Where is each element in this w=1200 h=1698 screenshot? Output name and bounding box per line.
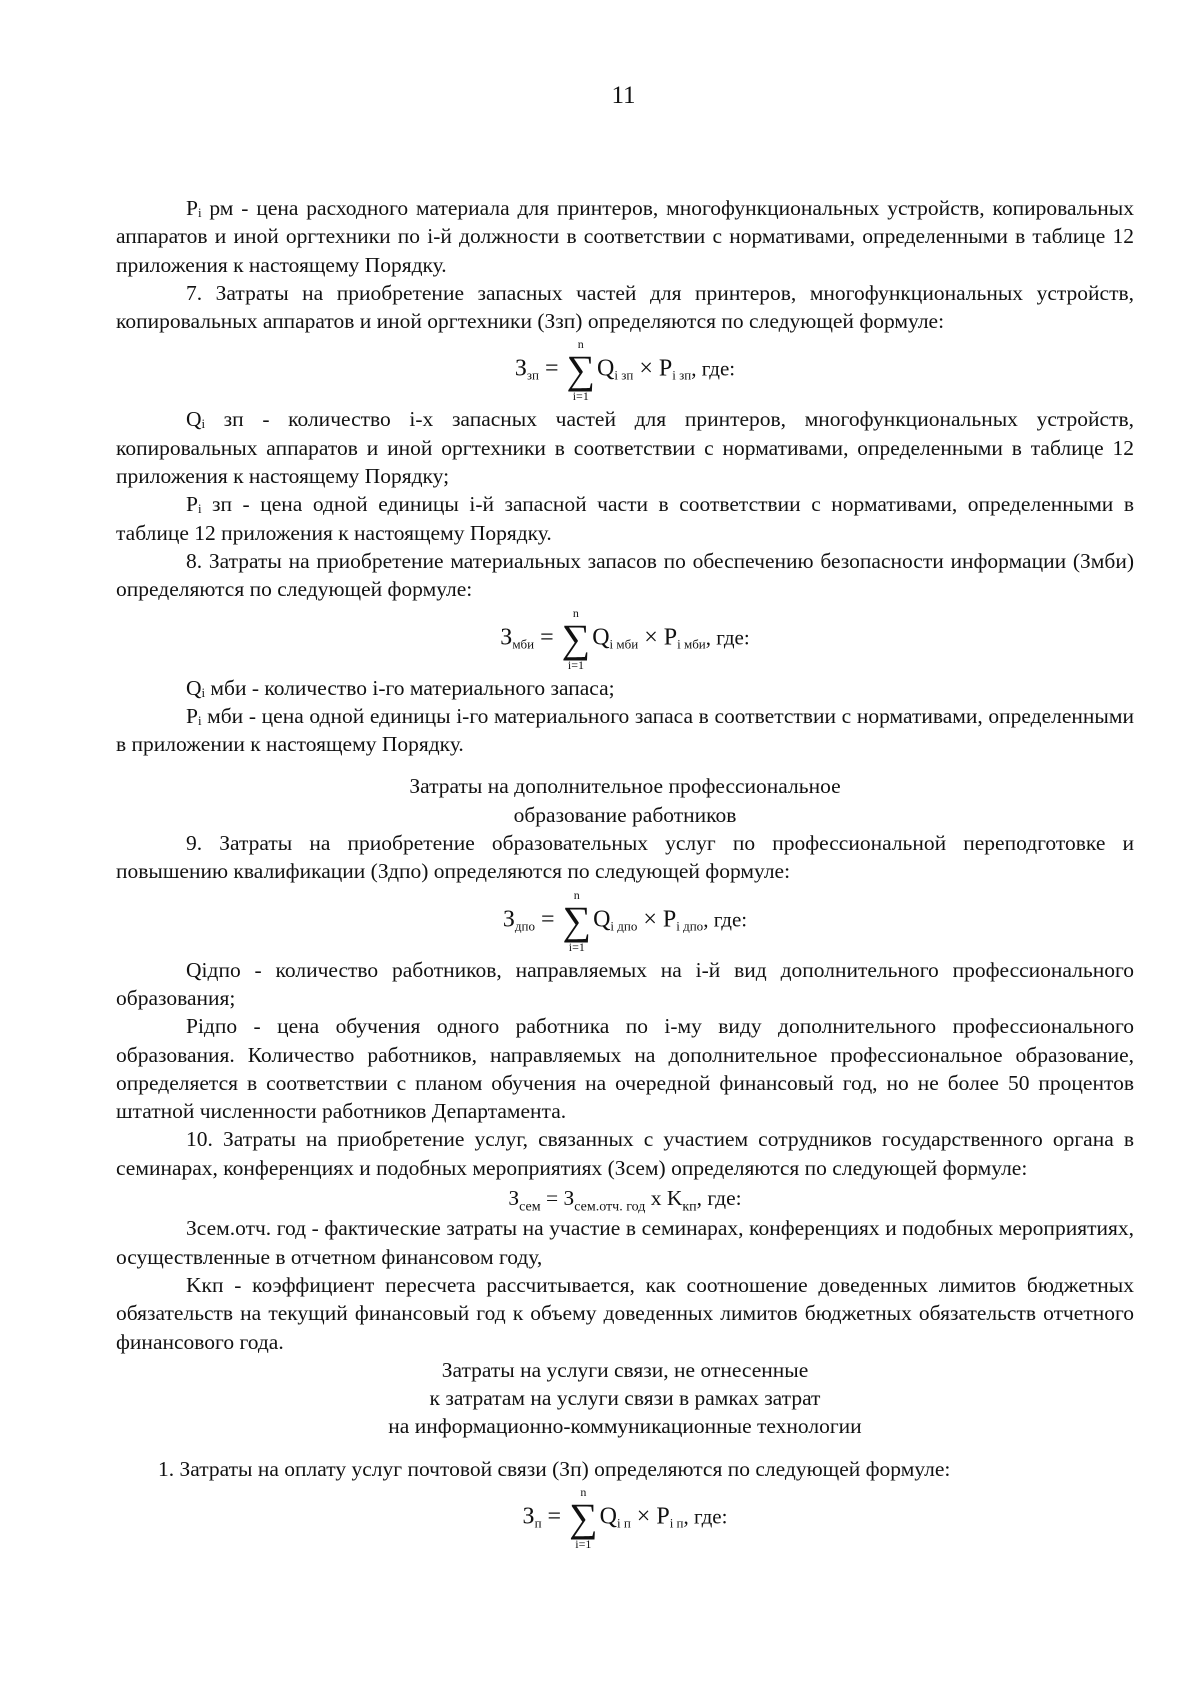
paragraph-8: 8. Затраты на приобретение материальных запасов по обеспечению безопасности информации (Змби) определяются по следующей формуле: bbox=[116, 548, 1134, 602]
formula-expression: $З_{мби}$ = n ∑ i=1 $Q_{i мби} \times P_{i мби}$, где: bbox=[500, 605, 750, 672]
section-heading-2-line-1: Затраты на услуги связи, не отнесенные bbox=[441, 1357, 809, 1382]
paragraph-q-zp: Qᵢ зп - количество i-х запасных частей для принтеров, многофункциональных устройств, копировальных аппаратов и иной оргтехники в соответствии с нормативами, определенными в таблице 12 приложения к настоящему Порядку; bbox=[116, 407, 1134, 489]
paragraph-p-dpo: Piдпо - цена обучения одного работника по i-му виду дополнительного профессионального образования. Количество работников, направляемых на дополнительное профессиональное образование, определяется в соответствии с планом обучения на очередной финансовый год, но не более 50 процентов штатной численности работников Департамента. bbox=[116, 1014, 1134, 1124]
formula-zp bbox=[116, 335, 1134, 405]
page-number: 11 bbox=[611, 82, 636, 109]
formula-expression: $З_{зп}$ = n ∑ i=1 $Q_{i зп} \times P_{i зп}$, где: bbox=[514, 337, 736, 404]
formula-postal bbox=[116, 1483, 1134, 1553]
paragraph-9: 9. Затраты на приобретение образовательных услуг по профессиональной переподготовке и повышению квалификации (Здпо) определяются по следующей формуле: bbox=[116, 831, 1134, 884]
sum-operator: n ∑ i=1 bbox=[561, 605, 591, 672]
section-heading-line-1: Затраты на дополнительное профессиональное bbox=[409, 774, 841, 799]
sum-operator: n ∑ i=1 bbox=[569, 1484, 598, 1551]
formula-dpo bbox=[116, 886, 1134, 956]
paragraph-10: 10. Затраты на приобретение услуг, связанных с участием сотрудников государственного органа в семинарах, конференциях и подобных мероприятиях (Зсем) определяются по следующей формуле: bbox=[116, 1127, 1134, 1180]
section-heading-2-line-2: к затратам на услуги связи в рамках затрат bbox=[429, 1386, 821, 1411]
formula-expression: $З_п$ = n ∑ i=1 $Q_{i п} \times P_{i п}$, где: bbox=[522, 1484, 728, 1551]
paragraph-7: 7. Затраты на приобретение запасных частей для принтеров, многофункциональных устройств, копировальных аппаратов и иной оргтехники (Ззп) определяются по следующей формуле: bbox=[116, 280, 1134, 334]
document-body bbox=[116, 194, 1134, 1553]
paragraph-z-sem-year: Зсем.отч. год - фактические затраты на участие в семинарах, конференциях и подобных мероприятиях, осуществленные в отчетном финансовом году, bbox=[116, 1216, 1134, 1269]
sum-operator: n ∑ i=1 bbox=[562, 887, 592, 954]
paragraph-q-dpo: Qiдпо - количество работников, направляемых на i-й вид дополнительного профессионального образования; bbox=[116, 957, 1134, 1010]
formula-mbi bbox=[116, 604, 1134, 674]
sum-operator: n ∑ i=1 bbox=[566, 337, 596, 404]
formula-expression: $З_{дпо}$ = n ∑ i=1 $Q_{i дпо} \times P_{i дпо}$, где: bbox=[502, 887, 748, 954]
section-heading-2-line-3: на информационно-коммуникационные технологии bbox=[388, 1414, 862, 1439]
paragraph-postal: 1. Затраты на оплату услуг почтовой связи (Зп) определяются по следующей формуле: bbox=[158, 1456, 951, 1481]
paragraph-k-kp: Kкп - коэффициент пересчета рассчитывается, как соотношение доведенных лимитов бюджетных обязательств на текущий финансовый год к объему доведенных лимитов бюджетных обязательств отчетного финансового года. bbox=[116, 1272, 1134, 1354]
section-heading-line-2: образование работников bbox=[513, 802, 737, 827]
paragraph-p-zp: Pᵢ зп - цена одной единицы i-й запасной части в соответствии с нормативами, определенными в таблице 12 приложения к настоящему Порядку. bbox=[116, 492, 1134, 545]
paragraph-price-consumables: Pᵢ рм - цена расходного материала для принтеров, многофункциональных устройств, копировальных аппаратов и иной оргтехники по i-й должности в соответствии с нормативами, определенными в таблице 12 приложения к настоящему Порядку. bbox=[116, 196, 1134, 277]
formula-sem: $З_{сем} = З_{сем.отч. год}$ x $K_{кп}$, где: bbox=[508, 1186, 742, 1215]
paragraph-p-mbi: Pᵢ мби - цена одной единицы i-го материального запаса в соответствии с нормативами, определенными в приложении к настоящему Порядку. bbox=[116, 703, 1134, 757]
paragraph-q-mbi: Qᵢ мби - количество i-го материального запаса; bbox=[186, 675, 615, 700]
